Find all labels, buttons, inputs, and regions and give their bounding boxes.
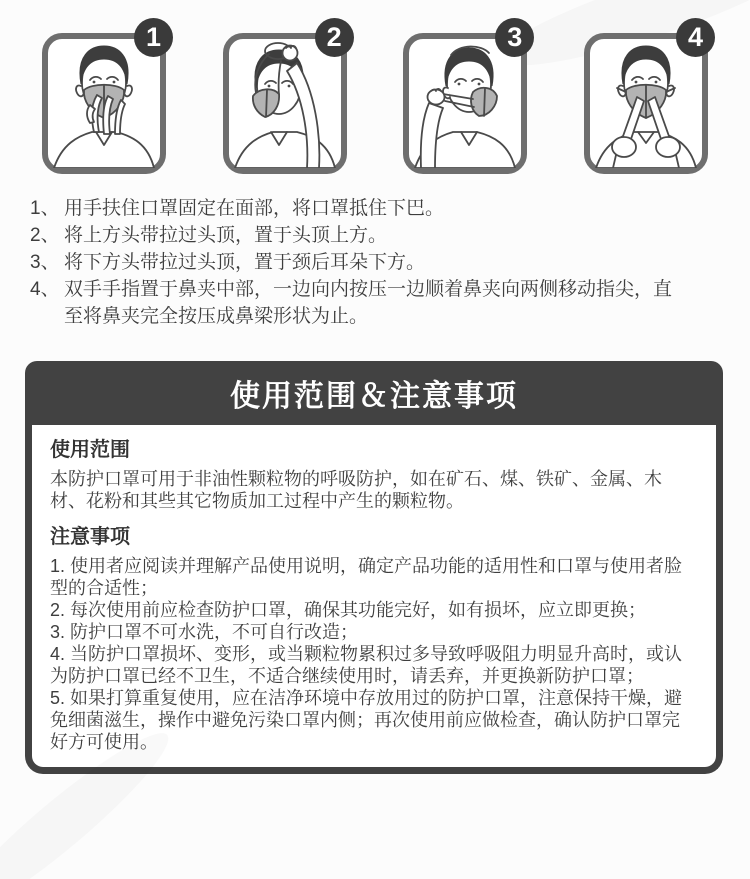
pull-top-strap-illustration xyxy=(229,39,341,168)
usage-scope-heading: 使用范围 xyxy=(50,439,130,461)
instruction-text: 用手扶住口罩固定在面部，将口罩抵住下巴。 xyxy=(64,198,445,219)
step-number-badge: 1 xyxy=(134,18,173,57)
info-content xyxy=(25,425,723,774)
info-banner xyxy=(25,361,723,425)
wearing-steps-panels xyxy=(0,22,750,174)
precautions-heading: 注意事项 xyxy=(50,526,130,548)
usage-scope-body: 本防护口罩可用于非油性颗粒物的呼吸防护，如在矿石、煤、铁矿、金属、木材、花粉和其些其它物质加工过程中产生的颗粒物。 xyxy=(50,469,662,511)
instruction-item xyxy=(30,222,722,249)
precaution-item: 1. 使用者应阅读并理解产品使用说明，确定产品功能的适用性和口罩与使用者脸型的合适性； xyxy=(50,556,683,598)
instruction-text: 将下方头带拉过头顶，置于颈后耳朵下方。 xyxy=(64,252,426,273)
usage-notice-box xyxy=(25,361,723,774)
instruction-text: 将上方头带拉过头顶，置于头顶上方。 xyxy=(64,225,388,246)
step-panel-3 xyxy=(403,22,527,174)
press-nose-clip-illustration xyxy=(590,39,702,168)
info-banner-title: 使用范围＆注意事项 xyxy=(230,380,518,413)
step-number-badge: 3 xyxy=(495,18,534,57)
precaution-item: 2. 每次使用前应检查防护口罩，确保其功能完好，如有损坏，应立即更换； xyxy=(50,600,647,620)
instruction-item xyxy=(30,249,722,276)
instruction-number: 1、 xyxy=(30,198,60,219)
step-number-badge: 4 xyxy=(676,18,715,57)
instruction-text: 双手手指置于鼻夹中部，一边向内按压一边顺着鼻夹向两侧移动指尖，直至将鼻夹完全按压成鼻梁形状为止。 xyxy=(64,279,673,327)
hold-mask-on-face-illustration xyxy=(48,39,160,168)
pull-bottom-strap-illustration xyxy=(409,39,521,168)
instruction-number: 4、 xyxy=(30,279,60,300)
step-panel-4 xyxy=(584,22,708,174)
precaution-item: 3. 防护口罩不可水洗，不可自行改造； xyxy=(50,622,359,642)
step-number-badge: 2 xyxy=(315,18,354,57)
instruction-number: 3、 xyxy=(30,252,60,273)
instruction-number: 2、 xyxy=(30,225,60,246)
wearing-instructions-list xyxy=(30,195,722,330)
instruction-item xyxy=(30,276,722,330)
precaution-item: 4. 当防护口罩损坏、变形，或当颗粒物累积过多导致呼吸阻力明显升高时，或认为防护口罩已经不卫生，不适合继续使用时，请丢弃，并更换新防护口罩； xyxy=(50,644,683,686)
step-panel-2 xyxy=(223,22,347,174)
step-panel-1 xyxy=(42,22,166,174)
instruction-item xyxy=(30,195,722,222)
precaution-item: 5. 如果打算重复使用，应在洁净环境中存放用过的防护口罩，注意保持干燥，避免细菌滋生，操作中避免污染口罩内侧；再次使用前应做检查，确认防护口罩完好方可使用。 xyxy=(50,688,683,752)
